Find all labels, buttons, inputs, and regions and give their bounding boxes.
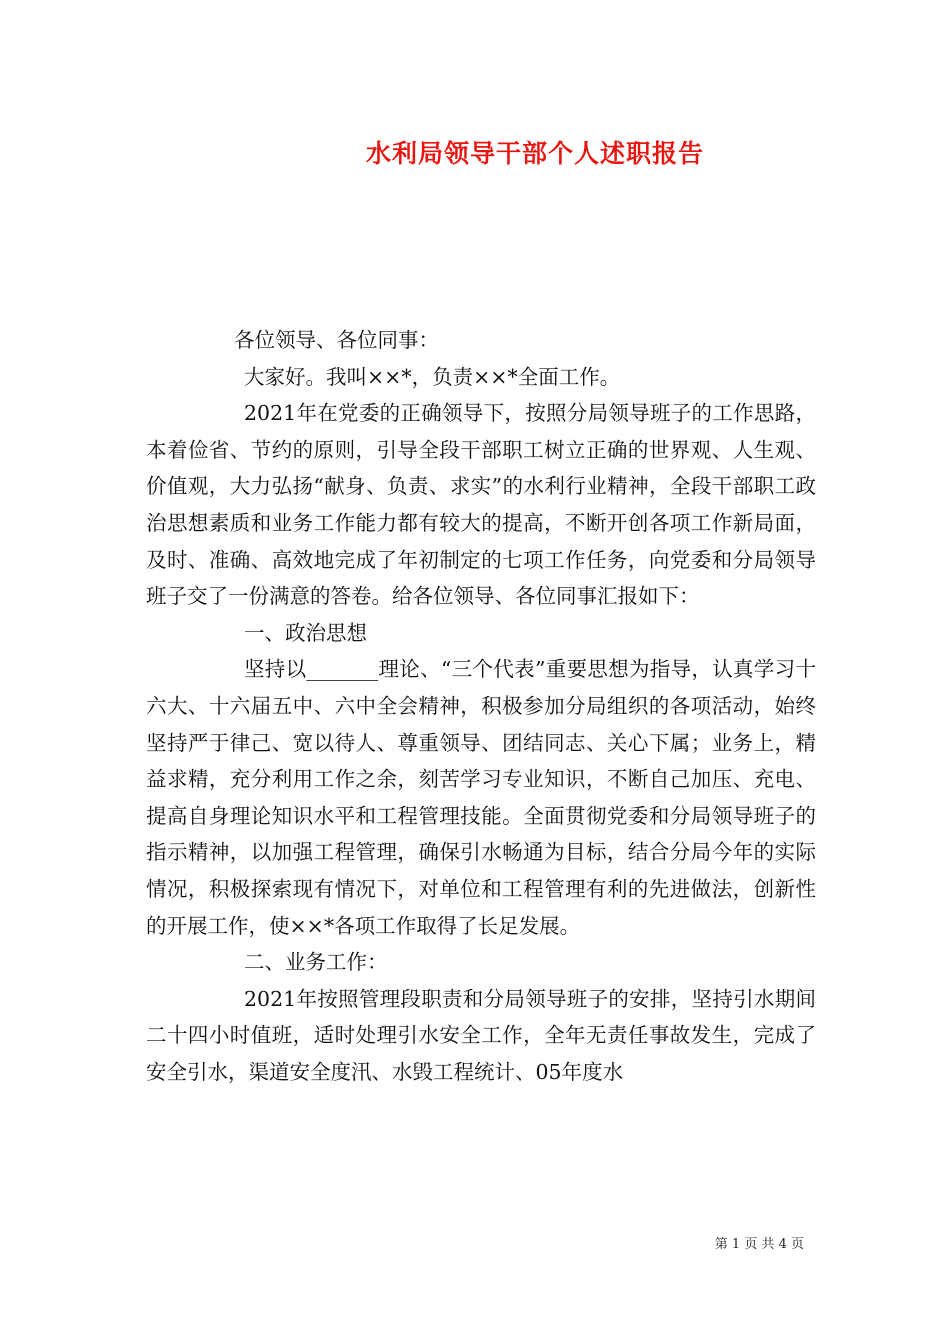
section-heading-politics: 一、政治思想	[244, 620, 367, 645]
paragraph-business: 2021年按照管理段职责和分局领导班子的安排，坚持引水期间二十四小时值班，适时处理引水安全工作，全年无责任事故发生，完成了安全引水，渠道安全度汛、水毁工程统计、05年度水	[146, 986, 816, 1084]
document-title: 水利局领导干部个人述职报告	[365, 139, 704, 168]
section-heading-business: 二、业务工作：	[244, 950, 388, 975]
page-number: 第 1 页 共 4 页	[714, 1237, 804, 1252]
document-body	[146, 322, 816, 1090]
paragraph-politics: 坚持以_______理论、“三个代表”重要思想为指导，认真学习十六大、十六届五中、六中全会精神，积极参加分局组织的各项活动，始终坚持严于律己、宽以待人、尊重领导、团结同志、关心下属；业务上，精益求精，充分利用工作之余，刻苦学习专业知识，不断自己加压、充电、提高自身理论知识水平和工程管理技能。全面贯彻党委和分局领导班子的指示精神，以加强工程管理，确保引水畅通为目标，结合分局今年的实际情况，积极探索现有情况下，对单位和工程管理有利的先进做法，创新性的开展工作，使××*各项工作取得了长足发展。	[146, 657, 816, 938]
salutation: 各位领导、各位同事：	[234, 328, 439, 352]
paragraph-overview: 2021年在党委的正确领导下，按照分局领导班子的工作思路，本着俭省、节约的原则，引导全段干部职工树立正确的世界观、人生观、价值观，大力弘扬“献身、负责、求实”的水利行业精神，全段干部职工政治思想素质和业务工作能力都有较大的提高，不断开创各项工作新局面，及时、准确、高效地完成了年初制定的七项工作任务，向党委和分局领导班子交了一份满意的答卷。给各位领导、各位同事汇报如下：	[146, 401, 816, 609]
paragraph-greeting: 大家好。我叫××*，负责××*全面工作。	[244, 364, 621, 389]
